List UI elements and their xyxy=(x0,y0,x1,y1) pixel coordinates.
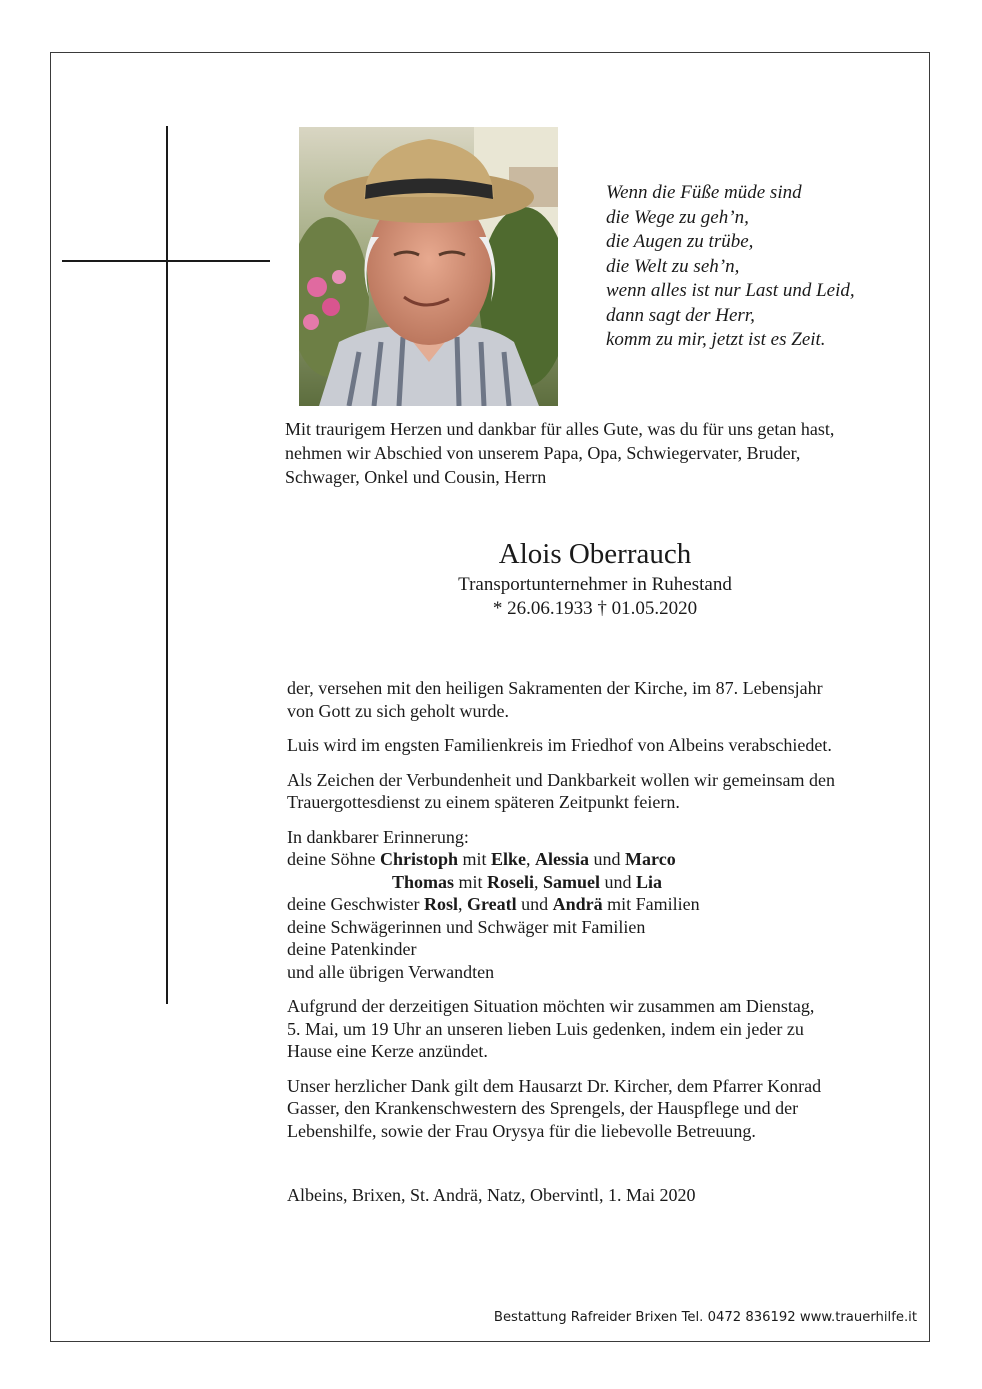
mourners-inlaws-line: deine Schwägerinnen und Schwäger mit Familien xyxy=(287,916,646,937)
text-line: von Gott zu sich geholt wurde. xyxy=(287,700,509,721)
text-fragment: deine Söhne xyxy=(287,849,380,869)
deceased-block xyxy=(380,536,810,621)
poem-line: dann sagt der Herr, xyxy=(606,304,755,326)
mourners-relatives-line: und alle übrigen Verwandten xyxy=(287,961,495,982)
deceased-name: Alois Oberrauch xyxy=(498,538,692,570)
mourner-name: Andrä xyxy=(552,894,603,914)
text-fragment: , xyxy=(457,894,467,914)
text-line: Unser herzlicher Dank gilt dem Hausarzt Dr. Kircher, dem Pfarrer Konrad xyxy=(287,1075,822,1096)
intro-line: Schwager, Onkel und Cousin, Herrn xyxy=(285,467,547,487)
paragraph-candle xyxy=(287,995,907,1063)
paragraph-service xyxy=(287,769,907,814)
poem xyxy=(606,181,926,353)
text-fragment: mit xyxy=(458,849,492,869)
text-fragment: mit Familien xyxy=(602,894,700,914)
mourners-heading: In dankbarer Erinnerung: xyxy=(287,826,469,847)
mourner-name: Samuel xyxy=(543,871,601,892)
place-and-date: Albeins, Brixen, St. Andrä, Natz, Obervintl, 1. Mai 2020 xyxy=(287,1185,696,1205)
text-line: Luis wird im engsten Familienkreis im Friedhof von Albeins verabschiedet. xyxy=(287,735,832,755)
mourner-name: Lia xyxy=(636,871,663,892)
text-fragment: und xyxy=(600,871,637,892)
cross-vertical-bar xyxy=(166,126,168,1004)
paragraph-thanks xyxy=(287,1075,907,1143)
mourner-name: Elke xyxy=(491,849,527,869)
mourner-name: Thomas xyxy=(392,871,455,892)
text-line: Gasser, den Krankenschwestern des Sprengels, der Hauspflege und der xyxy=(287,1098,799,1118)
poem-line: die Wege zu geh’n, xyxy=(606,206,749,228)
funeral-home-footer: Bestattung Rafreider Brixen Tel. 0472 836192 www.trauerhilfe.it xyxy=(493,1310,917,1325)
cross-horizontal-bar xyxy=(62,260,270,262)
poem-line: die Welt zu seh’n, xyxy=(606,255,740,277)
mourners-sons-line xyxy=(287,848,907,871)
text-fragment: und xyxy=(589,849,626,869)
text-fragment: deine Geschwister xyxy=(287,894,424,914)
poem-line: die Augen zu trübe, xyxy=(606,231,754,252)
mourners-siblings-line xyxy=(287,893,907,916)
paragraph-sacraments xyxy=(287,677,907,722)
deceased-profession: Transportunternehmer in Ruhestand xyxy=(458,574,732,595)
mourners-godchildren-line: deine Patenkinder xyxy=(287,939,417,959)
text-fragment: , xyxy=(534,871,544,892)
intro-line: Mit traurigem Herzen und dankbar für alles Gute, was du für uns getan hast, xyxy=(285,419,835,439)
poem-line: Wenn die Füße müde sind xyxy=(606,182,802,203)
poem-line: wenn alles ist nur Last und Leid, xyxy=(606,280,855,301)
paragraph-farewell xyxy=(287,734,907,757)
portrait-photo xyxy=(299,127,558,406)
deceased-dates: * 26.06.1933 † 01.05.2020 xyxy=(492,598,698,619)
mourner-name: Rosl xyxy=(423,894,458,914)
text-line: Aufgrund der derzeitigen Situation möchten wir zusammen am Dienstag, xyxy=(287,996,815,1016)
text-line: 5. Mai, um 19 Uhr an unseren lieben Luis gedenken, indem ein jeder zu xyxy=(287,1018,804,1039)
mourners-list xyxy=(287,826,907,984)
text-line: der, versehen mit den heiligen Sakramenten der Kirche, im 87. Lebensjahr xyxy=(287,678,823,698)
text-line: Lebenshilfe, sowie der Frau Orysya für die liebevolle Betreuung. xyxy=(287,1120,756,1141)
mourner-name: Greatl xyxy=(466,894,517,914)
announcement-body xyxy=(287,677,907,1154)
mourners-son2-line xyxy=(287,871,907,894)
mourner-name: Alessia xyxy=(535,849,590,869)
intro-line: nehmen wir Abschied von unserem Papa, Opa, Schwiegervater, Bruder, xyxy=(285,443,801,463)
text-fragment: , xyxy=(526,849,536,869)
text-line: Als Zeichen der Verbundenheit und Dankbarkeit wollen wir gemeinsam den xyxy=(287,769,836,790)
intro-text xyxy=(285,417,905,489)
mourner-name: Christoph xyxy=(379,849,459,869)
mourner-name: Marco xyxy=(625,849,676,869)
text-line: Hause eine Kerze anzündet. xyxy=(287,1041,488,1061)
poem-line: komm zu mir, jetzt ist es Zeit. xyxy=(606,329,826,350)
text-fragment: und xyxy=(516,894,553,914)
text-line: Trauergottesdienst zu einem späteren Zeitpunkt feiern. xyxy=(287,792,680,812)
text-fragment: mit xyxy=(454,871,488,892)
mourner-name: Roseli xyxy=(487,871,535,892)
